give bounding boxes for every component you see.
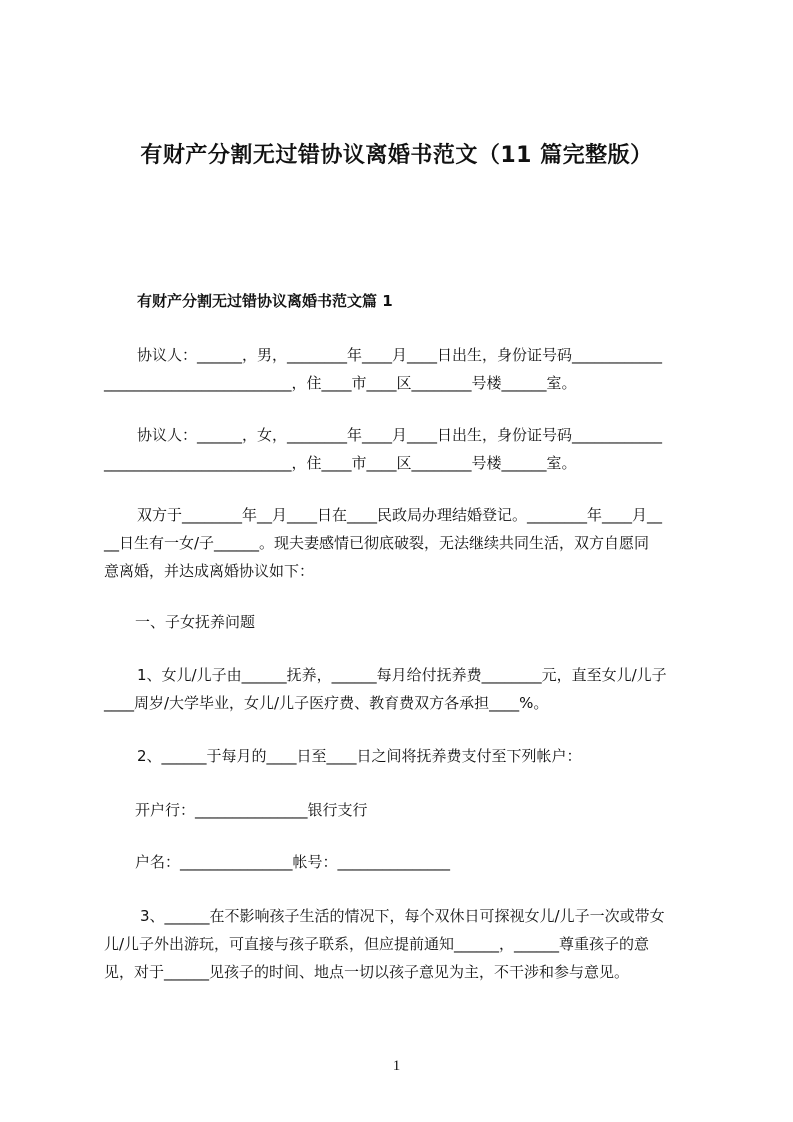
party-two-line-2: _________________________，住____市____区________号楼______室。 (104, 454, 577, 472)
clause-3-line-3: 见，对于______见孩子的时间、地点一切以孩子意见为主，不干涉和参与意见。 (104, 963, 630, 981)
marriage-paragraph-line-1: 双方于________年__月____日在____民政局办理结婚登记。________年____月__ (137, 506, 663, 524)
party-one-line-1: 协议人：______，男，________年____月____日出生，身份证号码____________ (137, 346, 663, 364)
party-one-line-2: _________________________，住____市____区________号楼______室。 (104, 374, 577, 392)
clause-1-line-1: 1、女儿/儿子由______抚养，______每月给付抚养费________元，直至女儿/儿子 (137, 666, 667, 684)
section-heading-child-support: 一、子女抚养问题 (135, 613, 256, 631)
bank-branch-line: 开户行：_______________银行支行 (135, 801, 368, 819)
clause-1-line-2: ____周岁/大学毕业，女儿/儿子医疗费、教育费双方各承担____%。 (104, 694, 549, 712)
marriage-paragraph-line-3: 意离婚，并达成离婚协议如下： (104, 562, 315, 580)
party-two-line-1: 协议人：______，女，________年____月____日出生，身份证号码____________ (137, 426, 663, 444)
section-subtitle: 有财产分割无过错协议离婚书范文篇 1 (137, 292, 393, 310)
clause-3-line-1: 3、______在不影响孩子生活的情况下，每个双休日可探视女儿/儿子一次或带女 (140, 907, 665, 925)
marriage-paragraph-line-2: __日生有一女/子______。现夫妻感情已彻底破裂，无法继续共同生活，双方自愿同 (104, 534, 650, 552)
page-number: 1 (392, 1058, 401, 1074)
clause-3-line-2: 儿/儿子外出游玩，可直接与孩子联系，但应提前通知______，______尊重孩子的意 (104, 935, 650, 953)
clause-2: 2、______于每月的____日至____日之间将抚养费支付至下列帐户： (137, 747, 582, 765)
account-line: 户名：_______________帐号：_______________ (135, 853, 451, 871)
document-title: 有财产分割无过错协议离婚书范文（11 篇完整版） (140, 143, 653, 168)
